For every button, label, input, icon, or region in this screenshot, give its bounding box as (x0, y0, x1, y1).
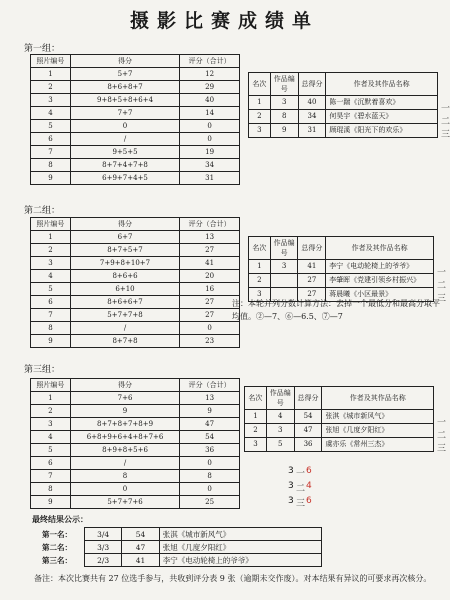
score-cell: / (70, 322, 179, 335)
table-row (31, 146, 240, 159)
table-row (249, 274, 434, 288)
score-cell: / (70, 133, 179, 146)
total-cell: 23 (180, 335, 240, 348)
score-cell: / (70, 457, 179, 470)
total-score-cell: 41 (298, 260, 326, 274)
header-total: 评分（合计） (180, 55, 240, 68)
handwritten-mark: 二 (296, 484, 306, 494)
final-row (42, 528, 322, 541)
total-score-cell: 40 (298, 96, 326, 110)
rank-mark: 二 (437, 281, 447, 291)
tie-break-note: 注：本轮并列分数计算方法：去掉一个最低分和最高分取平均值。②—7、⑥—6.5、⑦—7 (232, 299, 440, 321)
rank-mark: 一 (437, 418, 447, 428)
total-score-cell: 27 (298, 288, 326, 302)
score-cell: 7+7 (70, 107, 179, 120)
final-results-table (42, 527, 322, 567)
header-score: 得分 (70, 218, 179, 231)
table-row (31, 296, 240, 309)
handwritten-mark: 6 (306, 496, 312, 506)
photo-number-cell: 6 (31, 296, 71, 309)
table-row (31, 392, 240, 405)
total-cell: 20 (180, 270, 240, 283)
score-cell: 6+10 (70, 283, 179, 296)
photo-number-cell: 6 (31, 457, 71, 470)
photo-number-cell: 2 (31, 244, 71, 257)
photo-number-cell: 8 (31, 483, 71, 496)
total-cell: 25 (180, 496, 240, 509)
table-row (31, 172, 240, 185)
handwritten-mark: 3 (288, 466, 294, 476)
table-row (31, 283, 240, 296)
author-title-cell: 李宁《电动轮椅上的爷爷》 (159, 554, 321, 567)
score-cell: 5+7+7+6 (70, 496, 179, 509)
photo-number-cell: 3 (31, 418, 71, 431)
table-row (249, 124, 438, 138)
entry-number-cell: 5 (266, 438, 294, 452)
photo-number-cell: 4 (31, 431, 71, 444)
table-row (245, 410, 434, 424)
total-cell: 0 (180, 133, 240, 146)
handwritten-mark: 4 (306, 481, 312, 491)
total-cell: 40 (180, 94, 240, 107)
header-total-score: 总得分 (298, 73, 326, 96)
header-row (31, 55, 240, 68)
handwritten-mark: 三 (296, 499, 306, 509)
score-cell: 6+9+7+4+5 (70, 172, 179, 185)
header-entry-number: 作品编号 (266, 387, 294, 410)
score-cell: 8+6+6+7 (70, 296, 179, 309)
total-score-cell: 27 (298, 274, 326, 288)
total-cell: 16 (180, 283, 240, 296)
photo-number-cell: 6 (31, 133, 71, 146)
score-cell: 8+7+5+7 (70, 244, 179, 257)
author-title-cell: 张淇《城市新风气》 (159, 528, 321, 541)
table-row (31, 322, 240, 335)
total-cell: 36 (180, 444, 240, 457)
score-cell: 0 (70, 120, 179, 133)
header-row (249, 237, 434, 260)
score-cell: 8+7+4+7+8 (70, 159, 179, 172)
table-row (31, 257, 240, 270)
total-cell: 29 (180, 81, 240, 94)
group1-label: 第一组： (24, 44, 61, 54)
entry-number-cell: 3 (270, 260, 298, 274)
photo-number-cell: 9 (31, 335, 71, 348)
total-cell: 0 (180, 120, 240, 133)
header-rank: 名次 (249, 73, 271, 96)
rank-cell: 2 (249, 274, 271, 288)
author-title-cell: 蒋晨曦《小区最景》 (326, 288, 434, 302)
table-row (249, 260, 434, 274)
photo-number-cell: 2 (31, 81, 71, 94)
group3-ranking-table (244, 386, 434, 452)
rank-cell: 2 (249, 110, 271, 124)
photo-number-cell: 7 (31, 309, 71, 322)
table-row (31, 418, 240, 431)
total-cell: 12 (180, 68, 240, 81)
header-row (31, 379, 240, 392)
score-cell: 5+7 (70, 68, 179, 81)
score-cell: 6+7 (70, 231, 179, 244)
photo-number-cell: 2 (31, 405, 71, 418)
rank-cell: 3 (245, 438, 267, 452)
place-label: 第一名： (42, 529, 72, 539)
total-score-cell: 47 (294, 424, 322, 438)
score-cell: 5+7+7+8 (70, 309, 179, 322)
total-cell: 27 (180, 309, 240, 322)
group1-score-table (30, 54, 240, 185)
header-author-title: 作者及其作品名称 (322, 387, 434, 410)
author-title-cell: 张淇《城市新风气》 (322, 410, 434, 424)
header-author-title: 作者及其作品名称 (326, 73, 438, 96)
handwritten-mark: 6 (306, 466, 312, 476)
score-cell: 9 (70, 405, 179, 418)
total-score-cell: 34 (298, 110, 326, 124)
header-author-title: 作者及其作品名称 (326, 237, 434, 260)
header-total-score: 总得分 (294, 387, 322, 410)
group-entry-cell: 2/3 (84, 554, 121, 567)
rank-mark: 二 (437, 431, 447, 441)
header-score: 得分 (70, 55, 179, 68)
header-rank: 名次 (249, 237, 271, 260)
photo-number-cell: 5 (31, 444, 71, 457)
table-row (31, 496, 240, 509)
score-cell: 9+8+5+8+6+4 (70, 94, 179, 107)
table-row (31, 483, 240, 496)
rank-mark: 一 (437, 268, 447, 278)
photo-number-cell: 1 (31, 68, 71, 81)
table-row (31, 335, 240, 348)
score-cell: 8 (70, 470, 179, 483)
place-label: 第二名： (42, 542, 72, 552)
score-cell: 54 (122, 528, 159, 541)
total-cell: 13 (180, 231, 240, 244)
table-row (31, 270, 240, 283)
table-row (31, 68, 240, 81)
photo-number-cell: 4 (31, 107, 71, 120)
group3-label: 第三组： (24, 365, 61, 375)
photo-number-cell: 5 (31, 283, 71, 296)
score-cell: 41 (122, 554, 159, 567)
photo-number-cell: 1 (31, 392, 71, 405)
total-cell: 31 (180, 172, 240, 185)
table-row (31, 133, 240, 146)
table-row (249, 96, 438, 110)
total-cell: 27 (180, 244, 240, 257)
entry-number-cell: 3 (266, 424, 294, 438)
entry-number-cell: 9 (270, 124, 298, 138)
total-score-cell: 54 (294, 410, 322, 424)
rank-mark: 三 (437, 294, 447, 304)
header-total-score: 总得分 (298, 237, 326, 260)
author-title-cell: 何昊宇《碧水蓝天》 (326, 110, 438, 124)
author-title-cell: 李宁《电动轮椅上的爷爷》 (326, 260, 434, 274)
total-cell: 41 (180, 257, 240, 270)
author-title-cell: 虞亦乐《常州三杰》 (322, 438, 434, 452)
group-entry-cell: 3/4 (84, 528, 121, 541)
score-cell: 47 (122, 541, 159, 554)
header-rank: 名次 (245, 387, 267, 410)
score-cell: 8+6+8+7 (70, 81, 179, 94)
header-row (31, 218, 240, 231)
header-row (249, 73, 438, 96)
header-entry-number: 作品编号 (270, 237, 298, 260)
total-cell: 54 (180, 431, 240, 444)
rank-cell: 2 (245, 424, 267, 438)
table-row (31, 309, 240, 322)
photo-number-cell: 1 (31, 231, 71, 244)
rank-mark: 三 (441, 130, 450, 140)
table-row (249, 110, 438, 124)
group2-label: 第二组： (24, 206, 61, 216)
total-cell: 14 (180, 107, 240, 120)
total-cell: 19 (180, 146, 240, 159)
score-cell: 0 (70, 483, 179, 496)
handwritten-mark: 一 (296, 469, 306, 479)
rank-cell: 3 (249, 124, 271, 138)
table-row (31, 444, 240, 457)
total-cell: 0 (180, 483, 240, 496)
rank-cell: 1 (249, 260, 271, 274)
total-cell: 34 (180, 159, 240, 172)
header-photo-number: 照片编号 (31, 379, 71, 392)
header-total: 评分（合计） (180, 379, 240, 392)
photo-number-cell: 9 (31, 496, 71, 509)
header-row (245, 387, 434, 410)
rank-mark: 一 (441, 104, 450, 114)
table-row (31, 431, 240, 444)
group1-ranking-table (248, 72, 438, 138)
table-row (31, 120, 240, 133)
author-title-cell: 张旭《几度夕阳红》 (159, 541, 321, 554)
author-title-cell: 顾琨溪《阳光下的欢乐》 (326, 124, 438, 138)
header-entry-number: 作品编号 (270, 73, 298, 96)
table-row (31, 107, 240, 120)
handwritten-mark: 3 (288, 496, 294, 506)
table-row (31, 470, 240, 483)
photo-number-cell: 8 (31, 322, 71, 335)
score-cell: 8+7+8 (70, 335, 179, 348)
final-results-label: 最终结果公示： (32, 514, 88, 524)
total-cell: 0 (180, 322, 240, 335)
table-row (31, 244, 240, 257)
total-cell: 13 (180, 392, 240, 405)
final-row (42, 541, 322, 554)
rank-mark: 二 (441, 117, 450, 127)
group-entry-cell: 3/3 (84, 541, 121, 554)
header-score: 得分 (70, 379, 179, 392)
total-cell: 47 (180, 418, 240, 431)
entry-number-cell: 4 (266, 410, 294, 424)
table-row (245, 424, 434, 438)
rank-mark: 三 (437, 444, 447, 454)
total-cell: 0 (180, 457, 240, 470)
score-cell: 8+6+6 (70, 270, 179, 283)
photo-number-cell: 5 (31, 120, 71, 133)
total-score-cell: 36 (294, 438, 322, 452)
table-row (245, 438, 434, 452)
score-cell: 7+6 (70, 392, 179, 405)
handwritten-mark: 3 (288, 481, 294, 491)
page-title: 摄影比赛成绩单 (129, 10, 319, 32)
author-title-cell: 李肇晖《党建引领乡村振兴》 (326, 274, 434, 288)
entry-number-cell: 8 (270, 110, 298, 124)
header-photo-number: 照片编号 (31, 218, 71, 231)
total-cell: 27 (180, 296, 240, 309)
rank-cell: 1 (245, 410, 267, 424)
header-total: 评分（合计） (180, 218, 240, 231)
table-row (31, 159, 240, 172)
total-cell: 9 (180, 405, 240, 418)
rank-cell: 3 (249, 288, 271, 302)
score-cell: 7+9+8+10+7 (70, 257, 179, 270)
final-row (42, 554, 322, 567)
score-cell: 8+9+8+5+6 (70, 444, 179, 457)
author-title-cell: 陈一踹《沉默着喜欢》 (326, 96, 438, 110)
score-cell: 8+7+8+7+8+9 (70, 418, 179, 431)
total-cell: 8 (180, 470, 240, 483)
photo-number-cell: 7 (31, 146, 71, 159)
photo-number-cell: 4 (31, 270, 71, 283)
table-row (31, 405, 240, 418)
photo-number-cell: 3 (31, 94, 71, 107)
table-row (31, 457, 240, 470)
group3-score-table (30, 378, 240, 509)
group2-ranking-table (248, 236, 434, 302)
table-row (31, 94, 240, 107)
group2-score-table (30, 217, 240, 348)
photo-number-cell: 3 (31, 257, 71, 270)
rank-cell: 1 (249, 96, 271, 110)
author-title-cell: 张旭《几度夕阳红》 (322, 424, 434, 438)
entry-number-cell (270, 274, 298, 288)
header-photo-number: 照片编号 (31, 55, 71, 68)
score-cell: 9+5+5 (70, 146, 179, 159)
photo-number-cell: 9 (31, 172, 71, 185)
photo-number-cell: 7 (31, 470, 71, 483)
photo-number-cell: 8 (31, 159, 71, 172)
table-row (31, 231, 240, 244)
entry-number-cell: 3 (270, 96, 298, 110)
total-score-cell: 31 (298, 124, 326, 138)
score-cell: 6+8+9+6+4+8+7+6 (70, 431, 179, 444)
place-label: 第三名： (42, 555, 72, 565)
table-row (31, 81, 240, 94)
remark: 备注：本次比赛共有 27 位选手参与，共收到评分表 9 张（逾期未交作废）。对本结果有异议的可要求再次核分。 (34, 574, 432, 583)
